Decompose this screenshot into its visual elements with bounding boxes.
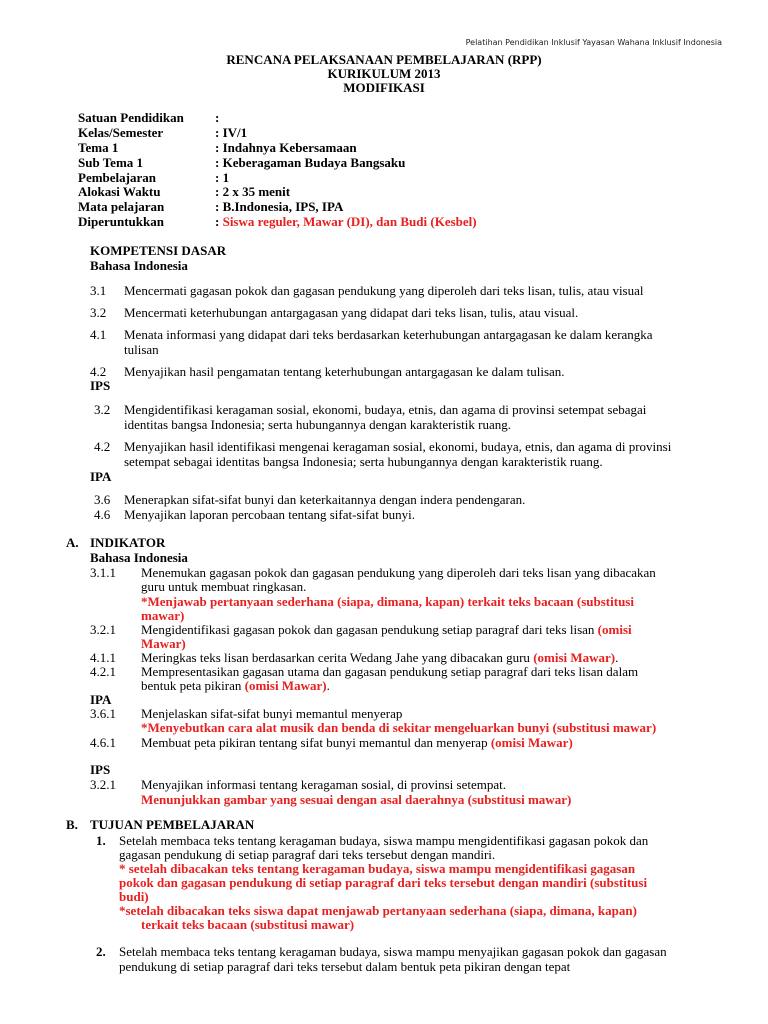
tujuan-text: pendukung di setiap paragraf dari teks tersebut dalam bentuk peta pikiran dengan tepat	[119, 959, 571, 974]
indikator-num: 4.6.1	[90, 735, 116, 750]
tujuan-text: Setelah membaca teks tentang keragaman budaya, siswa mampu menyajikan gagasan pokok dan gagasan	[119, 944, 667, 959]
kd-bi-heading: Bahasa Indonesia	[90, 258, 188, 273]
tujuan-modification: budi)	[119, 889, 149, 904]
indikator-modification: (omisi Mawar)	[244, 678, 327, 693]
indikator-text: Membuat peta pikiran tentang sifat bunyi memantul dan menyerap (omisi Mawar)	[141, 735, 573, 750]
indikator-modification: Menunjukkan gambar yang sesuai dengan asal daerahnya (substitusi mawar)	[141, 792, 572, 807]
identity-value: : 2 x 35 menit	[215, 184, 291, 199]
tujuan-modification: pokok dan gagasan pendukung di setiap paragraf dari teks tersebut dengan mandiri (substitusi	[119, 875, 648, 890]
identity-label: Mata pelajaran	[78, 199, 165, 214]
tujuan-modification: terkait teks bacaan (substitusi mawar)	[141, 917, 355, 932]
indikator-text: bentuk peta pikiran (omisi Mawar).	[141, 678, 330, 693]
identity-label: Diperuntukkan	[78, 214, 164, 229]
kd-text: tulisan	[124, 342, 159, 357]
indikator-num: 4.2.1	[90, 664, 116, 679]
kd-num: 3.6	[94, 492, 111, 507]
kd-text: identitas bangsa Indonesia; serta hubungannya dengan karakteristik ruang.	[124, 417, 511, 432]
indikator-modification: mawar)	[141, 608, 185, 623]
tujuan-text: gagasan pendukung di setiap paragraf dari teks tersebut dengan mandiri.	[119, 847, 496, 862]
identity-value: : IV/1	[215, 125, 248, 140]
tujuan-modification: *setelah dibacakan teks siswa dapat menjawab pertanyaan sederhana (siapa, dimana, kapan)	[119, 903, 637, 918]
indikator-num: 3.6.1	[90, 706, 116, 721]
kd-text: Mencermati keterhubungan antargagasan yang didapat dari teks lisan, tulis, atau visual.	[124, 305, 579, 320]
section-letter-a: A.	[66, 535, 79, 550]
doc-subtitle-modifikasi: MODIFIKASI	[343, 80, 425, 95]
identity-value: : Siswa reguler, Mawar (DI), dan Budi (Kesbel)	[215, 214, 477, 229]
indikator-heading: INDIKATOR	[90, 535, 166, 550]
tujuan-num: 2.	[96, 944, 106, 959]
identity-value: : B.Indonesia, IPS, IPA	[215, 199, 344, 214]
tujuan-heading: TUJUAN PEMBELAJARAN	[90, 817, 255, 832]
identity-value: : Indahnya Kebersamaan	[215, 140, 357, 155]
identity-label: Satuan Pendidikan	[78, 110, 184, 125]
header-note: Pelatihan Pendidikan Inklusif Yayasan Wahana Inklusif Indonesia	[465, 38, 722, 47]
target-students: Siswa reguler, Mawar (DI), dan Budi (Kesbel)	[222, 214, 477, 229]
indikator-text: guru untuk membuat ringkasan.	[141, 579, 307, 594]
indikator-num: 3.1.1	[90, 565, 116, 580]
indikator-num: 4.1.1	[90, 650, 116, 665]
kd-heading: KOMPETENSI DASAR	[90, 243, 227, 258]
kd-num: 3.2	[90, 305, 107, 320]
kd-text: Menyajikan laporan percobaan tentang sifat-sifat bunyi.	[124, 507, 415, 522]
indikator-ipa-heading: IPA	[90, 692, 112, 707]
kd-ipa-heading: IPA	[90, 469, 112, 484]
tujuan-text: Setelah membaca teks tentang keragaman budaya, siswa mampu mengidentifikasi gagasan pokok dan	[119, 833, 649, 848]
doc-subtitle-kurikulum: KURIKULUM 2013	[327, 66, 441, 81]
kd-text: Mencermati gagasan pokok dan gagasan pendukung yang diperoleh dari teks lisan, tulis, atau visual	[124, 283, 644, 298]
kd-text: Menerapkan sifat-sifat bunyi dan keterkaitannya dengan indera pendengaran.	[124, 492, 526, 507]
indikator-ips-heading: IPS	[90, 762, 111, 777]
indikator-text: Mengidentifikasi gagasan pokok dan gagasan pendukung setiap paragraf dari teks lisan (omisi	[141, 622, 632, 637]
kd-num: 4.2	[90, 364, 107, 379]
kd-text: Mengidentifikasi keragaman sosial, ekonomi, budaya, etnis, dan agama di provinsi setempat sebagai	[124, 402, 647, 417]
indikator-bi-heading: Bahasa Indonesia	[90, 550, 188, 565]
identity-label: Pembelajaran	[78, 170, 156, 185]
indikator-num: 3.2.1	[90, 777, 116, 792]
identity-value: : Keberagaman Budaya Bangsaku	[215, 155, 406, 170]
indikator-modification: Mawar)	[141, 636, 186, 651]
kd-num: 4.6	[94, 507, 111, 522]
indikator-text: Menemukan gagasan pokok dan gagasan pendukung yang diperoleh dari teks lisan yang dibacakan	[141, 565, 656, 580]
identity-label: Tema 1	[78, 140, 119, 155]
indikator-modification: *Menjawab pertanyaan sederhana (siapa, dimana, kapan) terkait teks bacaan (substitusi	[141, 594, 634, 609]
section-letter-b: B.	[66, 817, 78, 832]
kd-num: 3.2	[94, 402, 111, 417]
kd-text: setempat sebagai identitas bangsa Indonesia; serta hubungannya dengan karakteristik ruang.	[124, 454, 603, 469]
identity-label: Alokasi Waktu	[78, 184, 161, 199]
kd-num: 3.1	[90, 283, 107, 298]
kd-text: Menyajikan hasil identifikasi mengenai keragaman sosial, ekonomi, budaya, etnis, dan agama di provinsi	[124, 439, 672, 454]
identity-label: Sub Tema 1	[78, 155, 144, 170]
indikator-num: 3.2.1	[90, 622, 116, 637]
identity-label: Kelas/Semester	[78, 125, 164, 140]
tujuan-num: 1.	[96, 833, 106, 848]
indikator-modification: (omisi Mawar)	[533, 650, 616, 665]
kd-text: Menata informasi yang didapat dari teks berdasarkan keterhubungan antargagasan ke dalam kerangka	[124, 327, 653, 342]
indikator-text: Menyajikan informasi tentang keragaman sosial, di provinsi setempat.	[141, 777, 506, 792]
kd-text: Menyajikan hasil pengamatan tentang keterhubungan antargagasan ke dalam tulisan.	[124, 364, 565, 379]
indikator-text: Menjelaskan sifat-sifat bunyi memantul menyerap	[141, 706, 403, 721]
kd-num: 4.1	[90, 327, 107, 342]
doc-title: RENCANA PELAKSANAAN PEMBELAJARAN (RPP)	[226, 52, 542, 67]
indikator-text: Mempresentasikan gagasan utama dan gagasan pendukung setiap paragraf dari teks lisan dalam	[141, 664, 639, 679]
tujuan-modification: * setelah dibacakan teks tentang keragaman budaya, siswa mampu mengidentifikasi gagasan	[119, 861, 636, 876]
identity-value: :	[215, 110, 220, 125]
indikator-text: Meringkas teks lisan berdasarkan cerita Wedang Jahe yang dibacakan guru (omisi Mawar).	[141, 650, 619, 665]
indikator-modification: (omisi	[597, 622, 632, 637]
kd-num: 4.2	[94, 439, 111, 454]
indikator-modification: *Menyebutkan cara alat musik dan benda di sekitar mengeluarkan bunyi (substitusi mawar)	[141, 720, 657, 735]
indikator-modification: (omisi Mawar)	[490, 735, 573, 750]
kd-ips-heading: IPS	[90, 378, 111, 393]
identity-value: : 1	[215, 170, 230, 185]
